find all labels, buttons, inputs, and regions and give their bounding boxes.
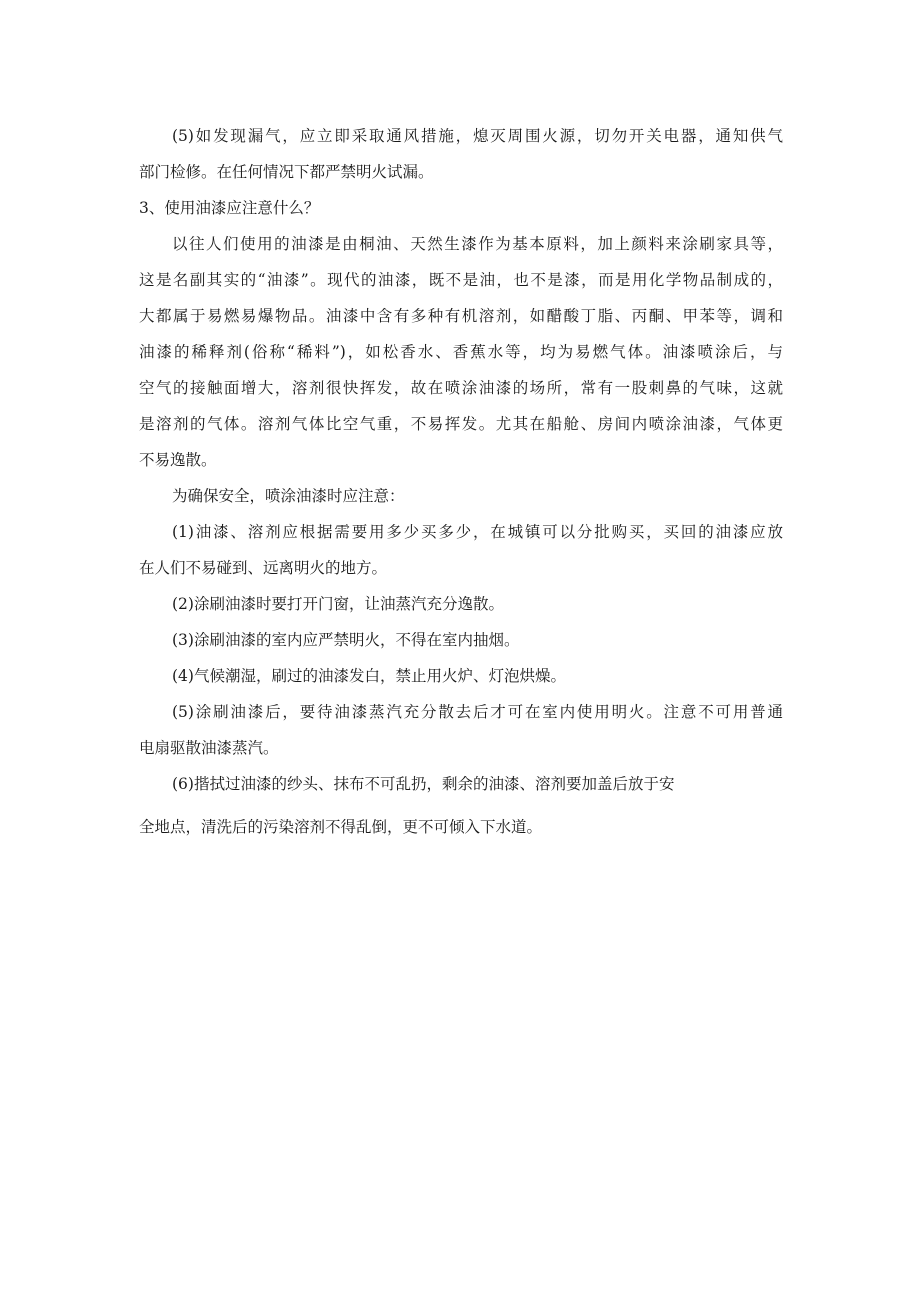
- paragraph-line: 部门检修。在任何情况下都严禁明火试漏。: [139, 163, 434, 181]
- paragraph-line: 大都属于易燃易爆物品。油漆中含有多种有机溶剂，如醋酸丁脂、丙酮、甲苯等，调和: [139, 307, 783, 325]
- list-item-line: 电扇驱散油漆蒸汽。: [139, 739, 279, 757]
- section-heading: 3、使用油漆应注意什么？: [139, 199, 320, 217]
- paragraph-line: 为确保安全，喷涂油漆时应注意：: [172, 487, 405, 505]
- list-item-line: (5)涂刷油漆后，要待油漆蒸汽充分散去后才可在室内使用明火。注意不可用普通: [172, 703, 783, 721]
- list-item-line: 在人们不易碰到、远离明火的地方。: [139, 559, 388, 577]
- list-item-line: (1)油漆、溶剂应根据需要用多少买多少，在城镇可以分批购买，买回的油漆应放: [172, 523, 783, 541]
- list-item-line: (4)气候潮湿，刷过的油漆发白，禁止用火炉、灯泡烘燥。: [172, 667, 566, 685]
- paragraph-line: 空气的接触面增大，溶剂很快挥发，故在喷涂油漆的场所，常有一股刺鼻的气味，这就: [139, 379, 783, 397]
- paragraph-line: 不易逸散。: [139, 451, 217, 469]
- document-page: [139, 0, 787, 1301]
- list-item-line: (3)涂刷油漆的室内应严禁明火，不得在室内抽烟。: [172, 631, 520, 649]
- paragraph-line: 这是名副其实的“油漆”。现代的油漆，既不是油，也不是漆，而是用化学物品制成的，: [139, 271, 783, 289]
- paragraph-line: (5)如发现漏气，应立即采取通风措施，熄灭周围火源，切勿开关电器，通知供气: [172, 127, 783, 145]
- paragraph-line: 以往人们使用的油漆是由桐油、天然生漆作为基本原料，加上颜料来涂刷家具等，: [172, 235, 783, 253]
- paragraph-line: 是溶剂的气体。溶剂气体比空气重，不易挥发。尤其在船舱、房间内喷涂油漆，气体更: [139, 415, 783, 433]
- paragraph-line: 油漆的稀释剂(俗称“稀料”)，如松香水、香蕉水等，均为易燃气体。油漆喷涂后，与: [139, 343, 783, 361]
- list-item-line: (2)涂刷油漆时要打开门窗，让油蒸汽充分逸散。: [172, 595, 504, 613]
- list-item-line: 全地点，清洗后的污染溶剂不得乱倒，更不可倾入下水道。: [139, 818, 543, 836]
- list-item-line: (6)揩拭过油漆的纱头、抹布不可乱扔，剩余的油漆、溶剂要加盖后放于安: [172, 775, 675, 793]
